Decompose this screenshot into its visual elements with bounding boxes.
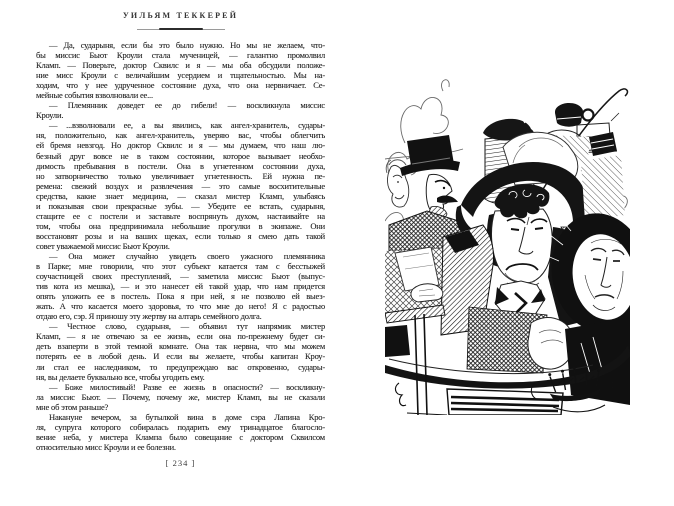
paragraph	[36, 251, 325, 321]
text-line: ня, положительно, как ангел-хранитель, уверяю вас, чтобы облегчить	[36, 130, 325, 141]
text-line: вение неба, у мистера Клампа было совещание с доктором Сквилсом	[36, 431, 325, 442]
text-line: ей бремя невзгод. Но доктор Сквилс и я — мы думаем, что наш лю-	[36, 140, 325, 151]
text-line: — Да, сударыня, если бы это было нужно. Но мы не желаем, что-	[49, 40, 325, 50]
text-line: ли стал ее наследником, то предупреждаю вас откровенно, судары-	[36, 361, 325, 372]
text-line: тив кота из мешка), — и это нанесет ей такой удар, что нам придется	[36, 281, 325, 292]
text-line: и показывая свои прекрасные зубы. — Убедите ее встать, сударыня,	[36, 200, 325, 211]
text-line: ла миссис Бьют. — Почему, почему же, мистер Кламп, вы не сказали	[36, 391, 325, 402]
text-line: соучастницей своих преступлений, — заметила миссис Бьют (выпус-	[36, 271, 325, 282]
text-line: ние мисс Кроули с величайшим усердием и тщательностью. Мы на-	[36, 70, 325, 81]
text-line: безный друг вовсе не в таком состоянии, которое вызывает необхо-	[36, 150, 325, 161]
text-line: жать. А что касается моего здоровья, то что мне до него! Я с радостью	[36, 301, 325, 312]
text-line: — Боже милостивый! Разве ее жизнь в опасности? — воскликну-	[49, 381, 325, 392]
text-line: потерять ее в любой день. И если вы желаете, чтобы капитан Кроу-	[36, 351, 325, 362]
running-head: УИЛЬЯМ ТЕККЕРЕЙ	[122, 11, 239, 20]
text-line: димость пребывания в постели. Она в угнетенном состоянии духа,	[36, 160, 325, 171]
text-line: — Племянник доведет ее до гибели! — воскликнула миссис	[49, 100, 325, 111]
text-line: Кламп. — Поверьте, доктор Сквилс и я — мы оба обсудили положе-	[36, 60, 325, 71]
text-line: Накануне вечером, за бутылкой вина в доме сэра Лапина Кро-	[49, 411, 325, 422]
text-line: совет уважаемой миссис Бьют Кроули.	[36, 240, 170, 251]
body-text	[36, 40, 325, 452]
right-page	[337, 0, 674, 506]
text-line: относительно мисс Кроули и ее болезни.	[36, 441, 176, 452]
text-line: — ...взволновали ее, а вы явились, как ангел-хранитель, судары-	[49, 120, 325, 131]
paragraph	[36, 321, 325, 381]
text-line: Кламп, — я не отвечаю за ее жизнь, если она по-прежнему будет си-	[36, 331, 325, 342]
text-line: мне об этом раньше?	[36, 401, 109, 412]
text-line: ходим, что у нее удрученное состояние духа, что она нервничает. Се-	[36, 80, 325, 91]
text-line: — Честное слово, сударыня, — объявил тут напрямик мистер	[49, 321, 325, 332]
text-line: ля, супруга которого собиралась подарить ему тринадцатое благосло-	[36, 421, 325, 432]
text-line: средства, какие знает медицина, — сказал мистер Кламп, улыбаясь	[36, 190, 325, 201]
text-line: но затворничество только увеличивает угнетенность. Ей нужна пе-	[36, 170, 325, 181]
paragraph	[36, 100, 325, 120]
text-line: отдаю его, сэр. Я приношу эту жертву на алтарь семейного долга.	[36, 311, 262, 322]
text-line: Кроули.	[36, 110, 64, 121]
page-number: [ 234 ]	[165, 458, 196, 468]
text-line: опять уложить ее в постель. Пока я при ней, я не позволю ей выез-	[36, 291, 325, 302]
running-head-rule	[137, 27, 225, 31]
text-line: том, чтобы она предпринимала небольшие прогулки в экипаже. Они	[36, 220, 325, 231]
paragraph	[36, 120, 325, 251]
text-line: стащите ее с постели и заставьте воспрянуть духом, настаивайте на	[36, 210, 325, 221]
book-illustration	[385, 75, 630, 415]
paragraph	[36, 40, 325, 100]
paragraph	[36, 382, 325, 412]
text-line: мейные события взволновали ее...	[36, 90, 153, 101]
text-line: ремена: свежий воздух и развлечения — это самые восхитительные	[36, 180, 325, 191]
text-line: в Парке; мне говорили, что этот субъект катается там с бесстыжей	[36, 261, 325, 272]
text-line: восстановят розы и на ваших щеках, если только я смею дать такой	[36, 230, 325, 241]
text-line: ня, вы делаете буквально все, чтобы угодить ему.	[36, 371, 205, 382]
text-line: деть взаперти в этой темной комнате. Она так нервна, что мы можем	[36, 341, 325, 352]
text-line: — Она может случайно увидеть своего ужасного племянника	[49, 250, 325, 261]
text-line: бы миссис Бьют Кроули стала мученицей, — галантно промолвил	[36, 50, 325, 61]
paragraph	[36, 412, 325, 452]
